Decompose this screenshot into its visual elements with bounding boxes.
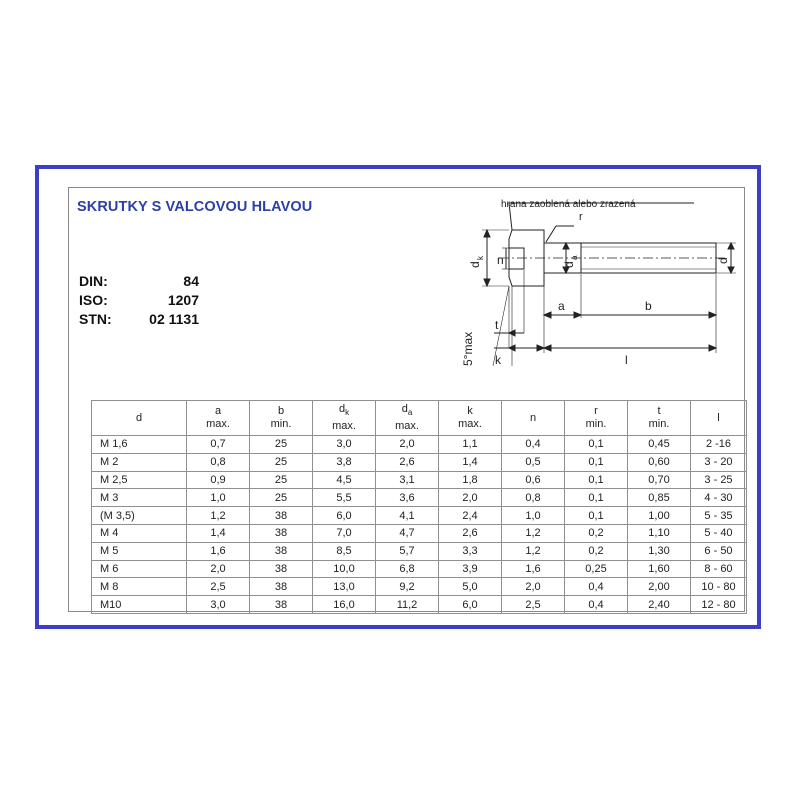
column-header-note: max. <box>206 418 230 430</box>
table-cell: 4,7 <box>376 524 439 542</box>
table-cell: 0,4 <box>565 578 628 596</box>
column-header-note: max. <box>458 418 482 430</box>
page-title: SKRUTKY S VALCOVOU HLAVOU <box>77 199 313 215</box>
r-leader <box>546 226 556 242</box>
table-cell: 10 - 80 <box>691 578 747 596</box>
table-cell: 0,1 <box>565 436 628 454</box>
column-header-subscript: a <box>407 408 413 418</box>
column-header-subscript: k <box>345 408 350 418</box>
table-cell: 8 - 60 <box>691 560 747 578</box>
column-header-symbol: n <box>529 411 537 424</box>
table-cell: M 4 <box>92 524 187 542</box>
table-cell: 38 <box>250 578 313 596</box>
table-cell: M 5 <box>92 542 187 560</box>
table-cell: 3 - 25 <box>691 471 747 489</box>
d-label: d <box>716 257 730 264</box>
table-cell: 0,4 <box>565 596 628 614</box>
table-cell: 0,1 <box>565 471 628 489</box>
column-header <box>92 401 187 436</box>
table-cell: 3 - 20 <box>691 453 747 471</box>
table-cell: 1,8 <box>439 471 502 489</box>
table-cell: 0,5 <box>502 453 565 471</box>
table-cell: 5,7 <box>376 542 439 560</box>
table-row <box>92 436 747 454</box>
table-row <box>92 524 747 542</box>
column-header-symbol: r <box>594 405 598 417</box>
table-cell: 4,1 <box>376 507 439 525</box>
table-cell: 1,0 <box>502 507 565 525</box>
table-cell: 2,0 <box>439 489 502 507</box>
table-cell: 0,60 <box>628 453 691 471</box>
table-body <box>92 436 747 614</box>
column-header-note: max. <box>332 419 356 432</box>
table-cell: 0,1 <box>565 489 628 507</box>
table-cell: 2,0 <box>187 560 250 578</box>
column-header-symbol: k <box>467 405 473 417</box>
spec-table <box>91 400 747 614</box>
table-cell: 1,00 <box>628 507 691 525</box>
column-header-symbol: b <box>277 405 285 417</box>
table-cell: M10 <box>92 596 187 614</box>
dk-label: d <box>468 261 482 268</box>
n-label: n <box>497 253 504 267</box>
l-label: l <box>625 353 628 367</box>
table-cell: 2,00 <box>628 578 691 596</box>
spec-sheet <box>68 187 745 612</box>
table-cell: 3,8 <box>313 453 376 471</box>
column-header-note: min. <box>648 418 670 430</box>
table-cell: 6,0 <box>313 507 376 525</box>
table-cell: 2,5 <box>187 578 250 596</box>
dk-sub-label: k <box>476 256 485 260</box>
table-cell: 5,5 <box>313 489 376 507</box>
table-cell: 0,70 <box>628 471 691 489</box>
table-cell: 2,0 <box>502 578 565 596</box>
table-cell: 0,25 <box>565 560 628 578</box>
table-cell: M 6 <box>92 560 187 578</box>
table-row <box>92 596 747 614</box>
column-header <box>376 401 439 436</box>
table-cell: 0,85 <box>628 489 691 507</box>
column-header <box>502 401 565 436</box>
standard-value: 1207 <box>167 292 199 308</box>
table-cell: 0,6 <box>502 471 565 489</box>
table-row <box>92 453 747 471</box>
table-cell: 38 <box>250 542 313 560</box>
table-cell: 1,10 <box>628 524 691 542</box>
table-cell: 3,3 <box>439 542 502 560</box>
table-cell: 6,0 <box>439 596 502 614</box>
table-cell: 6,8 <box>376 560 439 578</box>
table-cell: 1,1 <box>439 436 502 454</box>
table-cell: 38 <box>250 560 313 578</box>
column-header <box>565 401 628 436</box>
table-cell: 3,0 <box>313 436 376 454</box>
table-cell: 5 - 35 <box>691 507 747 525</box>
standard-din <box>79 273 199 291</box>
table-cell: 0,9 <box>187 471 250 489</box>
table-cell: 1,2 <box>187 507 250 525</box>
table-cell: 8,5 <box>313 542 376 560</box>
table-cell: 2,5 <box>502 596 565 614</box>
table-cell: 25 <box>250 471 313 489</box>
column-header-symbol: l <box>717 411 720 424</box>
table-cell: 0,1 <box>565 507 628 525</box>
note-text: hrana zaoblená alebo zrazená <box>501 199 636 210</box>
screw-diagram <box>409 188 745 403</box>
spec-card <box>35 165 761 629</box>
table-cell: 0,45 <box>628 436 691 454</box>
table-cell: 11,2 <box>376 596 439 614</box>
table-cell: 5,0 <box>439 578 502 596</box>
table-cell: 5 - 40 <box>691 524 747 542</box>
table-header-row <box>92 401 747 436</box>
b-label: b <box>645 299 652 313</box>
table-cell: 1,30 <box>628 542 691 560</box>
table-cell: 0,7 <box>187 436 250 454</box>
column-header <box>187 401 250 436</box>
column-header-symbol: t <box>657 405 661 417</box>
column-header <box>250 401 313 436</box>
table-cell: 2 -16 <box>691 436 747 454</box>
table-cell: 3,0 <box>187 596 250 614</box>
table-cell: 2,0 <box>376 436 439 454</box>
standard-iso <box>79 292 199 310</box>
column-header-note: min. <box>270 418 292 430</box>
table-cell: 1,0 <box>187 489 250 507</box>
column-header-symbol: d <box>401 403 408 416</box>
r-label: r <box>579 211 583 223</box>
da-sub-label: a <box>570 255 579 260</box>
table-cell: 16,0 <box>313 596 376 614</box>
table-cell: 25 <box>250 489 313 507</box>
table-cell: 7,0 <box>313 524 376 542</box>
standard-stn <box>79 311 199 329</box>
screw-slot <box>509 248 524 269</box>
table-cell: 13,0 <box>313 578 376 596</box>
table-cell: 0,2 <box>565 542 628 560</box>
table-row <box>92 542 747 560</box>
table-cell: 12 - 80 <box>691 596 747 614</box>
table-cell: M 8 <box>92 578 187 596</box>
table-cell: 0,2 <box>565 524 628 542</box>
table-cell: 4 - 30 <box>691 489 747 507</box>
table-cell: 10,0 <box>313 560 376 578</box>
table-cell: 6 - 50 <box>691 542 747 560</box>
table-cell: 2,40 <box>628 596 691 614</box>
table-cell: 2,4 <box>439 507 502 525</box>
table-row <box>92 471 747 489</box>
table-cell: 38 <box>250 507 313 525</box>
table-cell: 1,2 <box>502 542 565 560</box>
table-cell: (M 3,5) <box>92 507 187 525</box>
column-header-symbol: a <box>214 405 222 417</box>
column-header-note: min. <box>585 418 607 430</box>
standard-value: 84 <box>183 273 199 289</box>
column-header <box>439 401 502 436</box>
table-cell: M 2 <box>92 453 187 471</box>
table-cell: 0,4 <box>502 436 565 454</box>
standard-label: ISO: <box>79 292 108 308</box>
table-cell: 1,4 <box>439 453 502 471</box>
angle-label: 5°max <box>461 331 475 366</box>
table-cell: 1,4 <box>187 524 250 542</box>
column-header-note: max. <box>395 419 419 432</box>
standard-value: 02 1131 <box>149 311 199 327</box>
table-cell: 3,9 <box>439 560 502 578</box>
column-header <box>691 401 747 436</box>
table-cell: 4,5 <box>313 471 376 489</box>
standard-label: DIN: <box>79 273 108 289</box>
table-cell: M 3 <box>92 489 187 507</box>
table-row <box>92 560 747 578</box>
table-cell: 0,8 <box>187 453 250 471</box>
column-header-symbol: d <box>338 403 346 416</box>
standard-label: STN: <box>79 311 112 327</box>
column-header-symbol: d <box>135 411 143 424</box>
table-cell: 3,6 <box>376 489 439 507</box>
table-cell: 38 <box>250 596 313 614</box>
table-cell: 2,6 <box>439 524 502 542</box>
table-cell: 0,1 <box>565 453 628 471</box>
table-cell: M 2,5 <box>92 471 187 489</box>
column-header <box>628 401 691 436</box>
table-cell: 3,1 <box>376 471 439 489</box>
table-cell: 2,6 <box>376 453 439 471</box>
table-row <box>92 507 747 525</box>
table-cell: 1,2 <box>502 524 565 542</box>
table-cell: 25 <box>250 453 313 471</box>
table-cell: M 1,6 <box>92 436 187 454</box>
a-label: a <box>558 299 565 313</box>
table-cell: 25 <box>250 436 313 454</box>
da-label: d <box>562 261 576 268</box>
column-header <box>313 401 376 436</box>
table-row <box>92 578 747 596</box>
k-label: k <box>495 353 501 367</box>
table-cell: 1,60 <box>628 560 691 578</box>
table-cell: 0,8 <box>502 489 565 507</box>
table-cell: 1,6 <box>187 542 250 560</box>
table-row <box>92 489 747 507</box>
table-cell: 9,2 <box>376 578 439 596</box>
table-cell: 1,6 <box>502 560 565 578</box>
t-label: t <box>495 318 499 332</box>
table-cell: 38 <box>250 524 313 542</box>
